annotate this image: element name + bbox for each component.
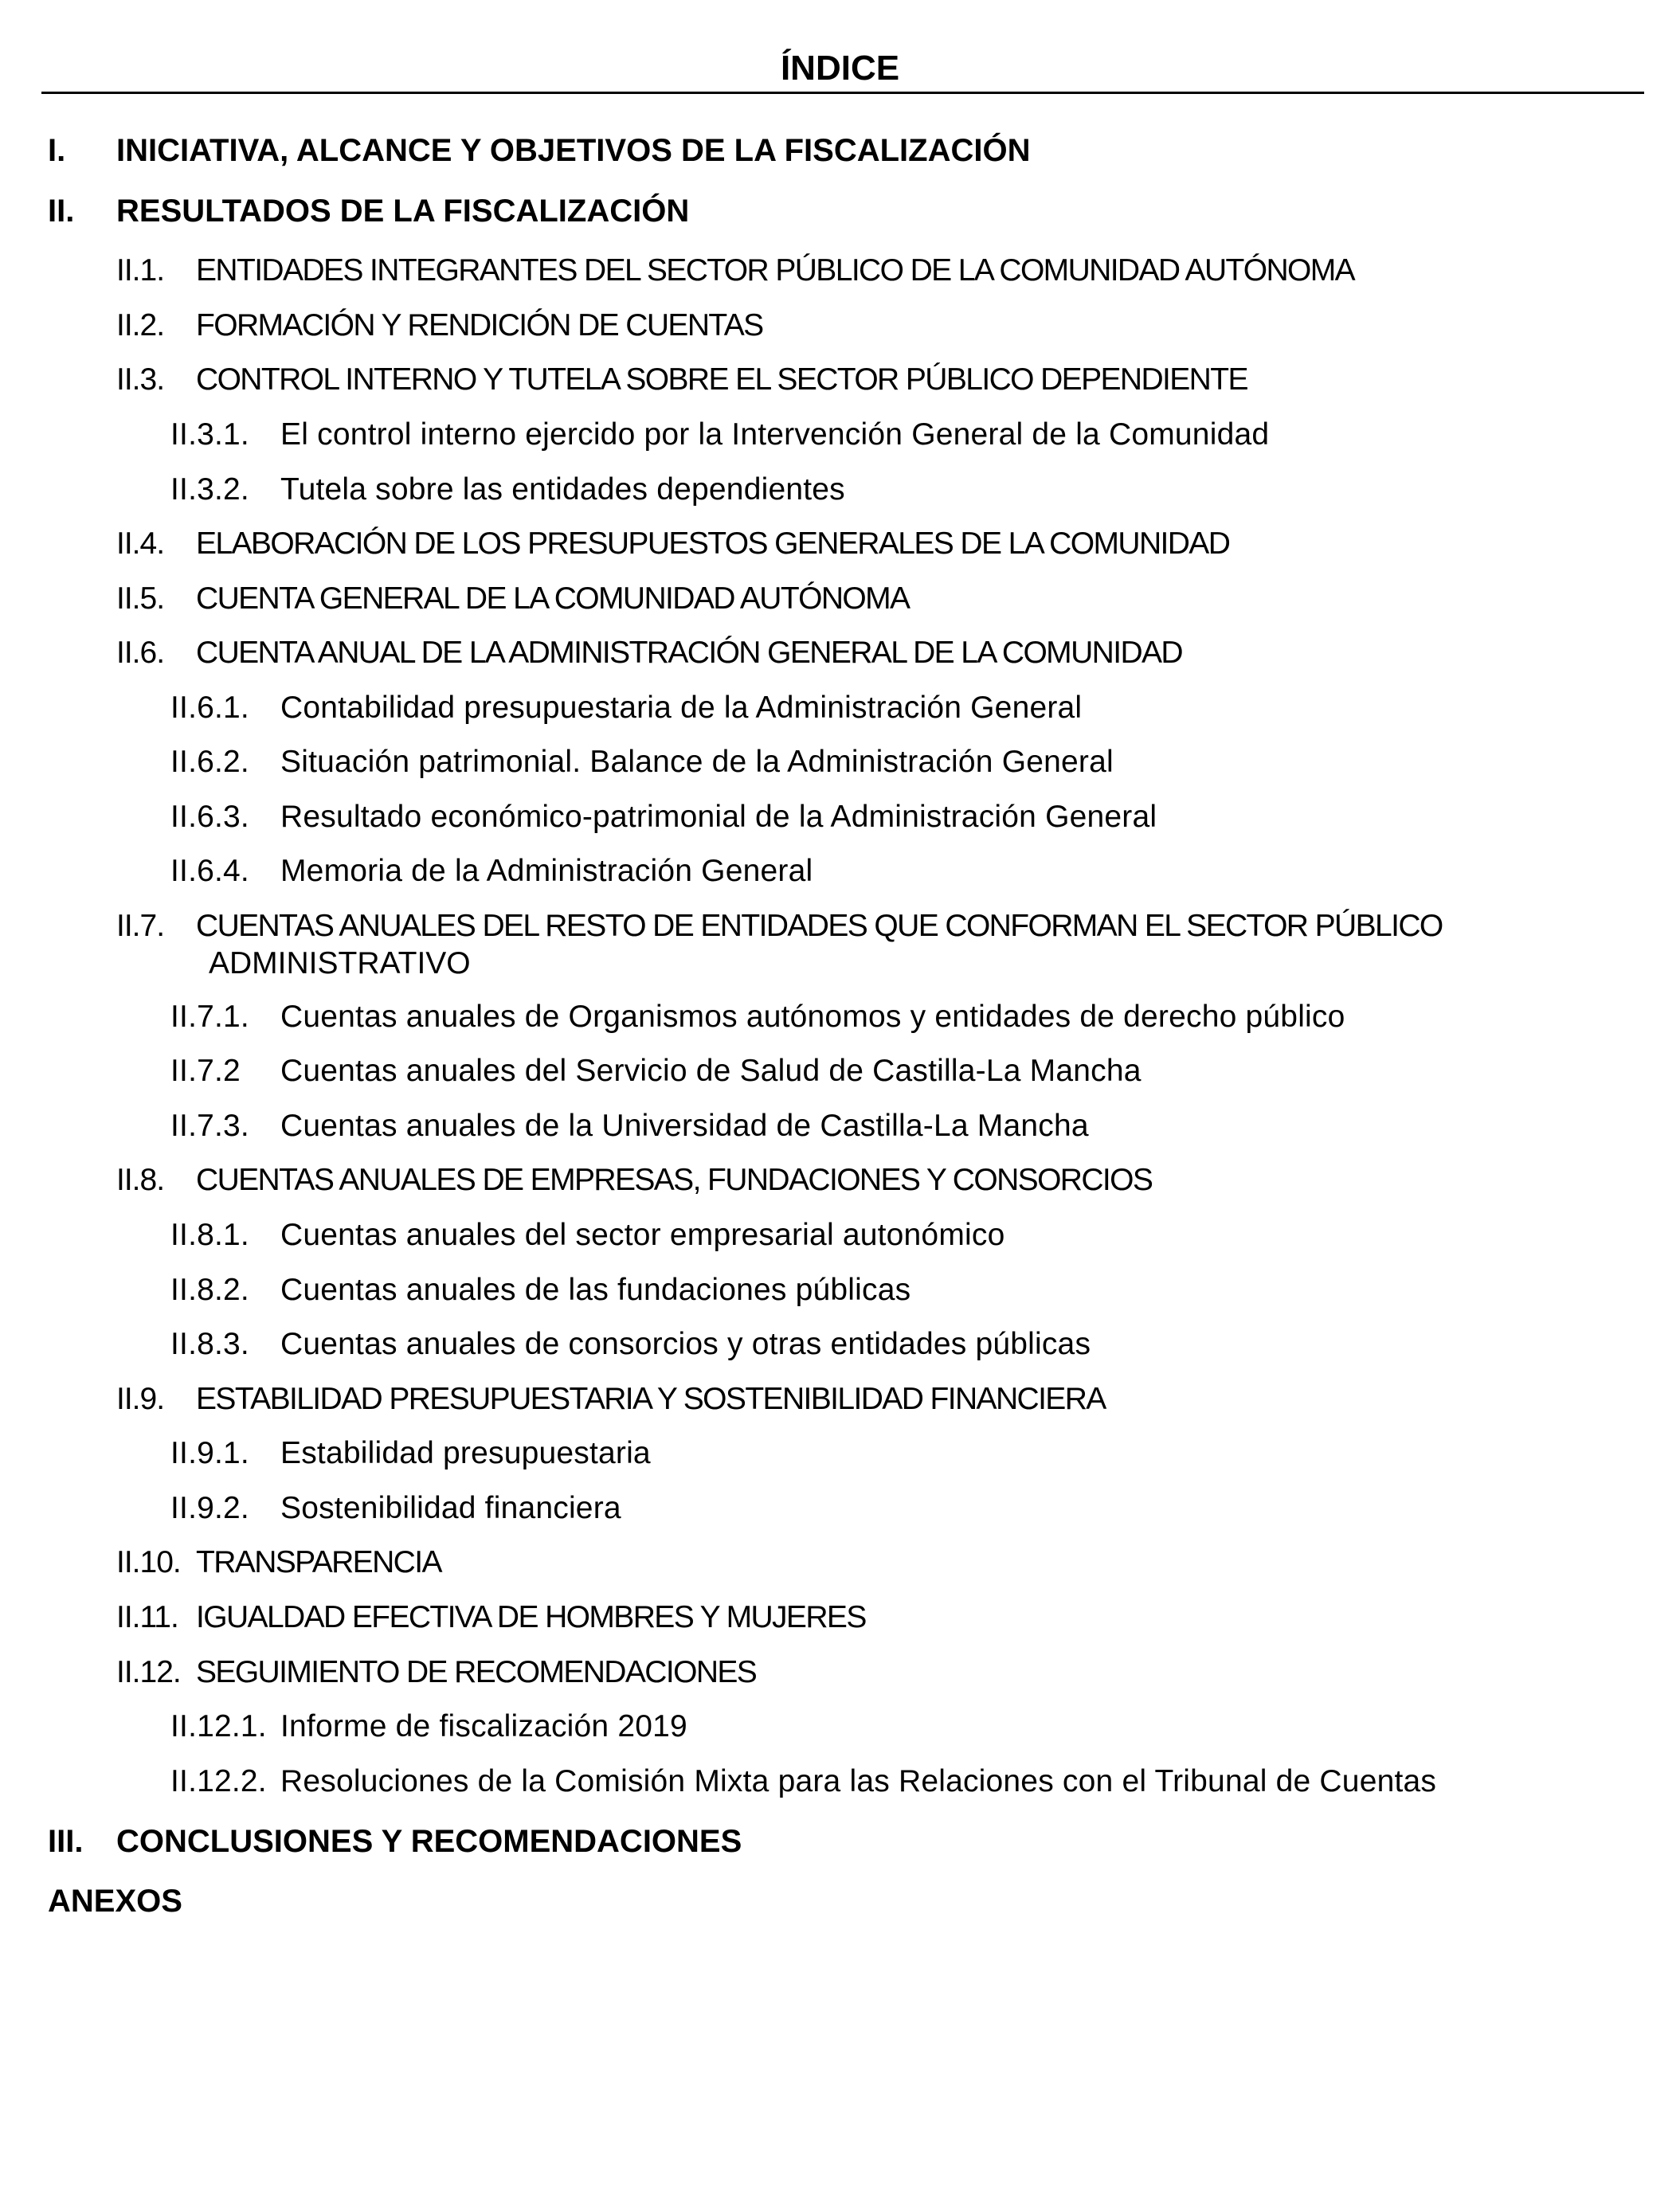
toc-number: II.12.2. (170, 1764, 267, 1798)
toc-number: II.3.2. (170, 472, 249, 507)
toc-number: I. (48, 133, 66, 168)
toc-text: CONCLUSIONES Y RECOMENDACIONES (116, 1824, 742, 1859)
toc-number: II.12.1. (170, 1709, 267, 1743)
toc-text: ENTIDADES INTEGRANTES DEL SECTOR PÚBLICO DE LA COMUNIDAD AUTÓNOMA (196, 253, 1355, 288)
toc-number: II.10. (116, 1545, 181, 1579)
toc-number: II.6. (116, 636, 165, 670)
toc-number: II.8.1. (170, 1218, 249, 1252)
toc-text: Contabilidad presupuestaria de la Administración General (280, 691, 1083, 725)
toc-number: II.7.1. (170, 1000, 249, 1034)
toc-text: ESTABILIDAD PRESUPUESTARIA Y SOSTENIBILIDAD FINANCIERA (196, 1382, 1106, 1416)
toc-text: FORMACIÓN Y RENDICIÓN DE CUENTAS (196, 308, 763, 342)
toc-number: II.3.1. (170, 417, 249, 452)
toc-text: Memoria de la Administración General (280, 854, 813, 888)
toc-number: II.6.1. (170, 691, 249, 725)
toc-number: II.2. (116, 308, 165, 342)
toc-text: CUENTAS ANUALES DEL RESTO DE ENTIDADES QUE CONFORMAN EL SECTOR PÚBLICO (196, 909, 1443, 943)
toc-text: ANEXOS (48, 1884, 182, 1919)
toc-text: Sostenibilidad financiera (280, 1491, 621, 1525)
toc-number: II.7. (116, 909, 165, 943)
toc-text: CUENTA ANUAL DE LA ADMINISTRACIÓN GENERAL DE LA COMUNIDAD (196, 636, 1182, 670)
toc-text: Cuentas anuales del Servicio de Salud de Castilla-La Mancha (280, 1054, 1142, 1088)
toc-number: II.8. (116, 1163, 165, 1197)
toc-number: II.12. (116, 1655, 181, 1689)
toc-number: II.7.2 (170, 1054, 241, 1088)
toc-number: II.8.3. (170, 1327, 249, 1361)
toc-text: Cuentas anuales del sector empresarial autonómico (280, 1218, 1005, 1252)
toc-number: II.11. (116, 1600, 178, 1634)
toc-text: CUENTAS ANUALES DE EMPRESAS, FUNDACIONES Y CONSORCIOS (196, 1163, 1153, 1197)
toc-number: II.9.1. (170, 1436, 249, 1470)
toc-number: II.3. (116, 362, 165, 397)
toc-text: IGUALDAD EFECTIVA DE HOMBRES Y MUJERES (196, 1600, 866, 1634)
toc-number: II.9.2. (170, 1491, 249, 1525)
toc-number: II.5. (116, 581, 165, 616)
toc-number: II. (48, 194, 75, 229)
toc-text: Cuentas anuales de consorcios y otras entidades públicas (280, 1327, 1091, 1361)
toc-text: Cuentas anuales de Organismos autónomos y entidades de derecho público (280, 1000, 1345, 1034)
toc-number: II.1. (116, 253, 165, 288)
toc-text: TRANSPARENCIA (196, 1545, 441, 1579)
toc-text: Cuentas anuales de la Universidad de Castilla-La Mancha (280, 1109, 1089, 1143)
toc-text: Tutela sobre las entidades dependientes (280, 472, 845, 507)
toc-text: Estabilidad presupuestaria (280, 1436, 651, 1470)
toc-text: Resoluciones de la Comisión Mixta para las Relaciones con el Tribunal de Cuentas (280, 1764, 1437, 1798)
title-underline (41, 92, 1644, 94)
toc-text: CUENTA GENERAL DE LA COMUNIDAD AUTÓNOMA (196, 581, 910, 616)
toc-text: Resultado económico-patrimonial de la Administración General (280, 800, 1157, 834)
toc-number: II.6.2. (170, 745, 249, 779)
toc-text: Situación patrimonial. Balance de la Administración General (280, 745, 1114, 779)
toc-text: SEGUIMIENTO DE RECOMENDACIONES (196, 1655, 757, 1689)
toc-text: El control interno ejercido por la Intervención General de la Comunidad (280, 417, 1270, 452)
toc-number: II.6.4. (170, 854, 249, 888)
toc-text: INICIATIVA, ALCANCE Y OBJETIVOS DE LA FISCALIZACIÓN (116, 133, 1031, 168)
page-title: ÍNDICE (780, 49, 900, 88)
toc-text: CONTROL INTERNO Y TUTELA SOBRE EL SECTOR PÚBLICO DEPENDIENTE (196, 362, 1247, 397)
toc-text-continuation: ADMINISTRATIVO (209, 946, 471, 980)
toc-number: II.4. (116, 526, 165, 561)
toc-number: III. (48, 1824, 84, 1859)
toc-number: II.6.3. (170, 800, 249, 834)
toc-text: ELABORACIÓN DE LOS PRESUPUESTOS GENERALES DE LA COMUNIDAD (196, 526, 1230, 561)
toc-text: Informe de fiscalización 2019 (280, 1709, 687, 1743)
toc-number: II.8.2. (170, 1273, 249, 1307)
toc-text: RESULTADOS DE LA FISCALIZACIÓN (116, 194, 690, 229)
toc-number: II.9. (116, 1382, 165, 1416)
toc-text: Cuentas anuales de las fundaciones públicas (280, 1273, 911, 1307)
toc-number: II.7.3. (170, 1109, 249, 1143)
